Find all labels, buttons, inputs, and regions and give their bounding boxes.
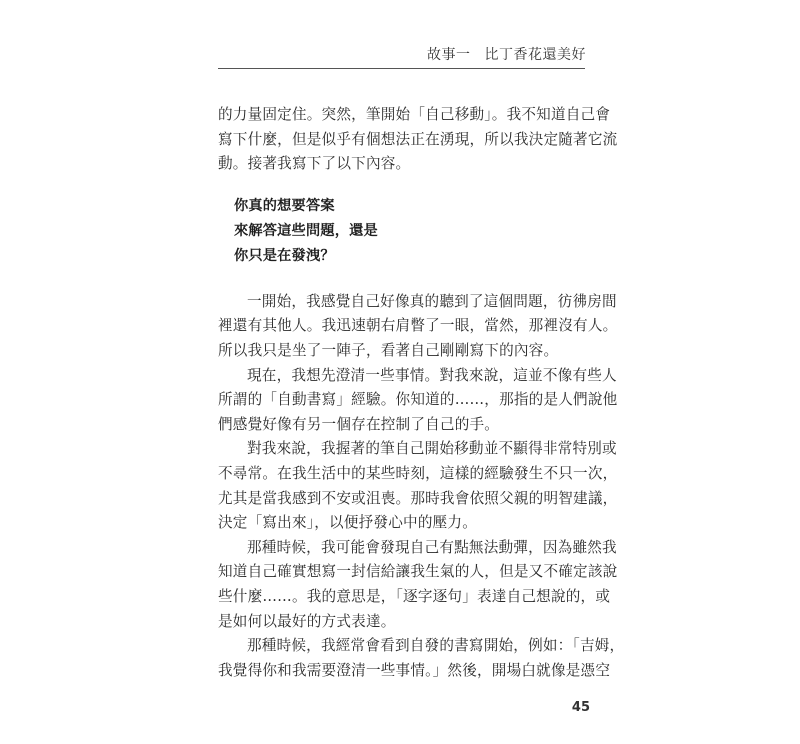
text-line: 們感覺好像有另一個存在控制了自己的手。 xyxy=(218,415,500,433)
paragraph xyxy=(218,536,618,634)
paragraph xyxy=(218,437,618,535)
text-line: 現在，我想先澄清一些事情。對我來說，這並不像有些人 xyxy=(247,366,617,384)
quote-line: 來解答這些問題，還是 xyxy=(234,222,378,239)
text-line: 我覺得你和我需要澄清一些事情。」然後，開場白就像是憑空 xyxy=(218,661,611,679)
text-line: 的力量固定住。突然，筆開始「自己移動」。我不知道自己會 xyxy=(218,106,611,123)
page-number: 45 xyxy=(571,700,590,715)
spacer xyxy=(218,269,590,290)
text-line: 裡還有其他人。我迅速朝右肩瞥了一眼，當然，那裡沒有人。 xyxy=(218,317,618,335)
header-rule xyxy=(218,68,585,69)
text-line: 所謂的「自動書寫」經驗。你知道的……，那指的是人們說他 xyxy=(218,391,618,409)
text-line: 寫下什麼，但是似乎有個想法正在湧現，所以我決定隨著它流 xyxy=(218,130,618,148)
running-header xyxy=(427,44,586,64)
text-line: 那種時候，我可能會發現自己有點無法動彈，因為雖然我 xyxy=(247,538,617,556)
chapter-title: 比丁香花還美好 xyxy=(484,47,586,63)
quote-line: 你只是在發洩？ xyxy=(234,247,335,264)
quote-line: 你真的想要答案 xyxy=(234,197,335,214)
spacer xyxy=(218,177,590,194)
text-line: 動。接著我寫下了以下內容。 xyxy=(218,155,411,173)
paragraph xyxy=(218,634,625,683)
text-line: 決定「寫出來」，以便抒發心中的壓力。 xyxy=(218,514,477,532)
text-line: 知道自己確實想寫一封信給讓我生氣的人，但是又不確定該說 xyxy=(218,563,618,581)
body-text xyxy=(218,103,625,683)
text-line: 尤其是當我感到不安或沮喪。那時我會依照父親的明智建議， xyxy=(218,489,618,507)
text-line: 一開始，我感覺自己好像真的聽到了這個問題，彷彿房間 xyxy=(247,292,617,310)
text-line: 所以我只是坐了一陣子，看著自己剛剛寫下的內容。 xyxy=(218,341,559,359)
paragraph xyxy=(218,364,618,438)
block-quote xyxy=(218,194,590,269)
paragraph xyxy=(218,290,618,364)
text-line: 不尋常。在我生活中的某些時刻，這樣的經驗發生不只一次， xyxy=(218,464,618,482)
opening-paragraph xyxy=(218,103,618,177)
text-line: 那種時候，我經常會看到自發的書寫開始，例如：「吉姆， xyxy=(247,637,625,655)
text-line: 些什麼……。我的意思是，「逐字逐句」表達自己想說的，或 xyxy=(218,587,611,605)
text-line: 是如何以最好的方式表達。 xyxy=(218,612,396,630)
text-line: 對我來說，我握著的筆自己開始移動並不顯得非常特別或 xyxy=(247,440,617,458)
chapter-label: 故事一 xyxy=(427,47,471,63)
